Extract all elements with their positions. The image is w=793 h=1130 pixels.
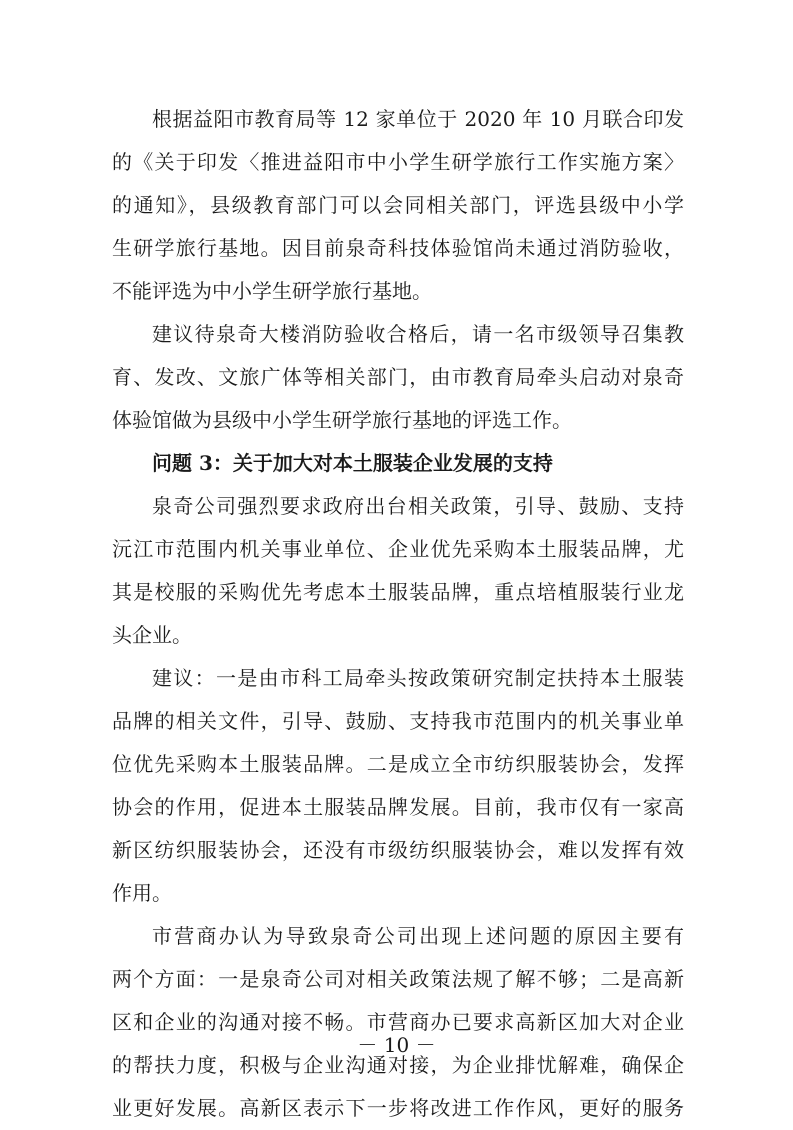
text-line: 作用。	[112, 881, 172, 905]
text-line: 根据益阳市教育局等 12 家单位于 2020 年 10 月联合印发	[152, 107, 684, 131]
text-line: 生研学旅行基地。因目前泉奇科技体验馆尚未通过消防验收，	[112, 236, 684, 260]
text-line: 泉奇公司强烈要求政府出台相关政策，引导、鼓励、支持	[152, 494, 684, 518]
text-line: 建议待泉奇大楼消防验收合格后，请一名市级领导召集教	[152, 322, 684, 346]
text-line: 建议：一是由市科工局牵头按政策研究制定扶持本土服装	[152, 666, 684, 690]
text-line: 业更好发展。高新区表示下一步将改进工作作风，更好的服务	[112, 1096, 684, 1120]
text-line: 协会的作用，促进本土服装品牌发展。目前，我市仅有一家高	[112, 795, 684, 819]
paragraph	[112, 657, 684, 915]
section-heading	[112, 442, 684, 485]
text-line: 新区纺织服装协会，还没有市级纺织服装协会，难以发挥有效	[112, 838, 684, 862]
paragraph	[112, 313, 684, 442]
text-line: 品牌的相关文件，引导、鼓励、支持我市范围内的机关事业单	[112, 709, 684, 733]
text-line: 市营商办认为导致泉奇公司出现上述问题的原因主要有	[152, 924, 684, 948]
text-line: 位优先采购本土服装品牌。二是成立全市纺织服装协会，发挥	[112, 752, 684, 776]
text-line: 育、发改、文旅广体等相关部门，由市教育局牵头启动对泉奇	[112, 365, 684, 389]
text-line: 头企业。	[112, 623, 192, 647]
text-line: 区和企业的沟通对接不畅。市营商办已要求高新区加大对企业	[112, 1010, 684, 1034]
paragraph	[112, 485, 684, 657]
text-line: 沅江市范围内机关事业单位、企业优先采购本土服装品牌，尤	[112, 537, 684, 561]
text-line: 其是校服的采购优先考虑本土服装品牌，重点培植服装行业龙	[112, 580, 684, 604]
paragraph	[112, 915, 684, 1130]
paragraph	[112, 98, 684, 313]
text-line: 的通知》，县级教育部门可以会同相关部门，评选县级中小学	[112, 193, 684, 217]
text-line: 的《关于印发〈推进益阳市中小学生研学旅行工作实施方案〉	[112, 150, 684, 174]
page-number: － 10 －	[357, 1033, 436, 1057]
text-line: 问题 3：关于加大对本土服装企业发展的支持	[152, 451, 553, 475]
text-line: 的帮扶力度，积极与企业沟通对接，为企业排忧解难，确保企	[112, 1053, 684, 1077]
text-line: 两个方面：一是泉奇公司对相关政策法规了解不够；二是高新	[112, 967, 684, 991]
text-line: 不能评选为中小学生研学旅行基地。	[112, 279, 432, 303]
text-line: 体验馆做为县级中小学生研学旅行基地的评选工作。	[112, 408, 572, 432]
document-page	[112, 98, 684, 1130]
